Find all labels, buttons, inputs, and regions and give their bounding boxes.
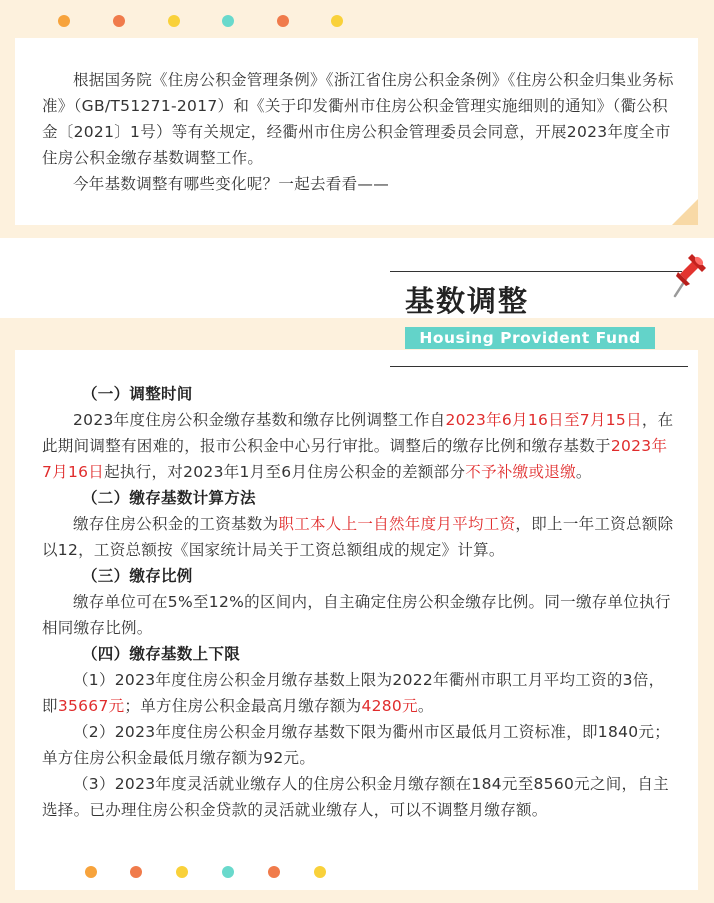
dot-icon (222, 866, 234, 878)
text: 2023年度住房公积金缴存基数和缴存比例调整工作自 (73, 411, 446, 429)
text: ；单方住房公积金最高月缴存额为 (124, 697, 362, 715)
title-bottom-rule-2 (390, 366, 688, 367)
highlight-text: 2023年7月16日 (42, 437, 668, 481)
paragraph-calc-method (42, 511, 674, 563)
intro-paragraph-2: 今年基数调整有哪些变化呢？一起去看看—— (73, 175, 390, 193)
dot-icon (58, 15, 70, 27)
pushpin-icon (666, 248, 710, 300)
text: ，在此期间调整有困难的，报市公积金中心另行审批。调整后的缴存比例和缴存基数于 (42, 411, 674, 455)
paragraph-lower-limit: （2）2023年度住房公积金月缴存基数下限为衢州市区最低月工资标准，即1840元；单方住房公积金最低月缴存额为92元。 (42, 723, 671, 767)
paragraph-adjust-time (42, 407, 674, 485)
paragraph-ratio: 缴存单位可在5%至12%的区间内，自主确定住房公积金缴存比例。同一缴存单位执行相同缴存比例。 (42, 593, 671, 637)
heading-calc-method: （二）缴存基数计算方法 (82, 489, 256, 507)
highlight-text: 2023年6月16日至7月15日 (445, 411, 642, 429)
section-title: 基数调整 (405, 284, 530, 318)
dot-icon (331, 15, 343, 27)
dot-icon (176, 866, 188, 878)
highlight-text: 不予补缴或退缴 (465, 463, 576, 481)
dot-icon (85, 866, 97, 878)
paragraph-upper-limit (42, 667, 674, 719)
dot-icon (277, 15, 289, 27)
text: 。 (575, 463, 592, 481)
dot-icon (268, 866, 280, 878)
dot-icon (113, 15, 125, 27)
heading-adjust-time: （一）调整时间 (82, 385, 193, 403)
dot-icon (222, 15, 234, 27)
section-subtitle-badge: Housing Provident Fund (405, 327, 655, 349)
title-top-rule (390, 271, 682, 272)
dot-icon (314, 866, 326, 878)
dot-icon (130, 866, 142, 878)
highlight-text: 4280元 (361, 697, 418, 715)
highlight-text: 职工本人上一自然年度月平均工资 (278, 515, 516, 533)
intro-paragraph-1: 根据国务院《住房公积金管理条例》《浙江省住房公积金条例》《住房公积金归集业务标准》（GB/T51271-2017）和《关于印发衢州市住房公积金管理实施细则的通知》（衢公积金〔2021〕1号）等有关规定，经衢州市住房公积金管理委员会同意，开展2023年度全市住房公积金缴存基数调整工作。 (42, 71, 674, 167)
text: 。 (417, 697, 434, 715)
content-body (42, 381, 674, 823)
text: 起执行，对2023年1月至6月住房公积金的差额部分 (104, 463, 466, 481)
text: （1）2023年度住房公积金月缴存基数上限为2022年衢州市职工月平均工资的3倍，即 (42, 671, 665, 715)
text: ，即上一年工资总额除以12，工资总额按《国家统计局关于工资总额组成的规定》计算。 (42, 515, 674, 559)
decorative-dots-top (0, 15, 714, 29)
page-fold-icon (672, 199, 698, 225)
dot-icon (168, 15, 180, 27)
intro-text (42, 67, 674, 197)
decorative-dots-bottom (0, 866, 714, 880)
highlight-text: 35667元 (57, 697, 125, 715)
heading-limits: （四）缴存基数上下限 (82, 645, 241, 663)
text: 缴存住房公积金的工资基数为 (73, 515, 279, 533)
paragraph-flexible: （3）2023年度灵活就业缴存人的住房公积金月缴存额在184元至8560元之间，自主选择。已办理住房公积金贷款的灵活就业缴存人，可以不调整月缴存额。 (42, 775, 669, 819)
heading-ratio: （三）缴存比例 (82, 567, 193, 585)
